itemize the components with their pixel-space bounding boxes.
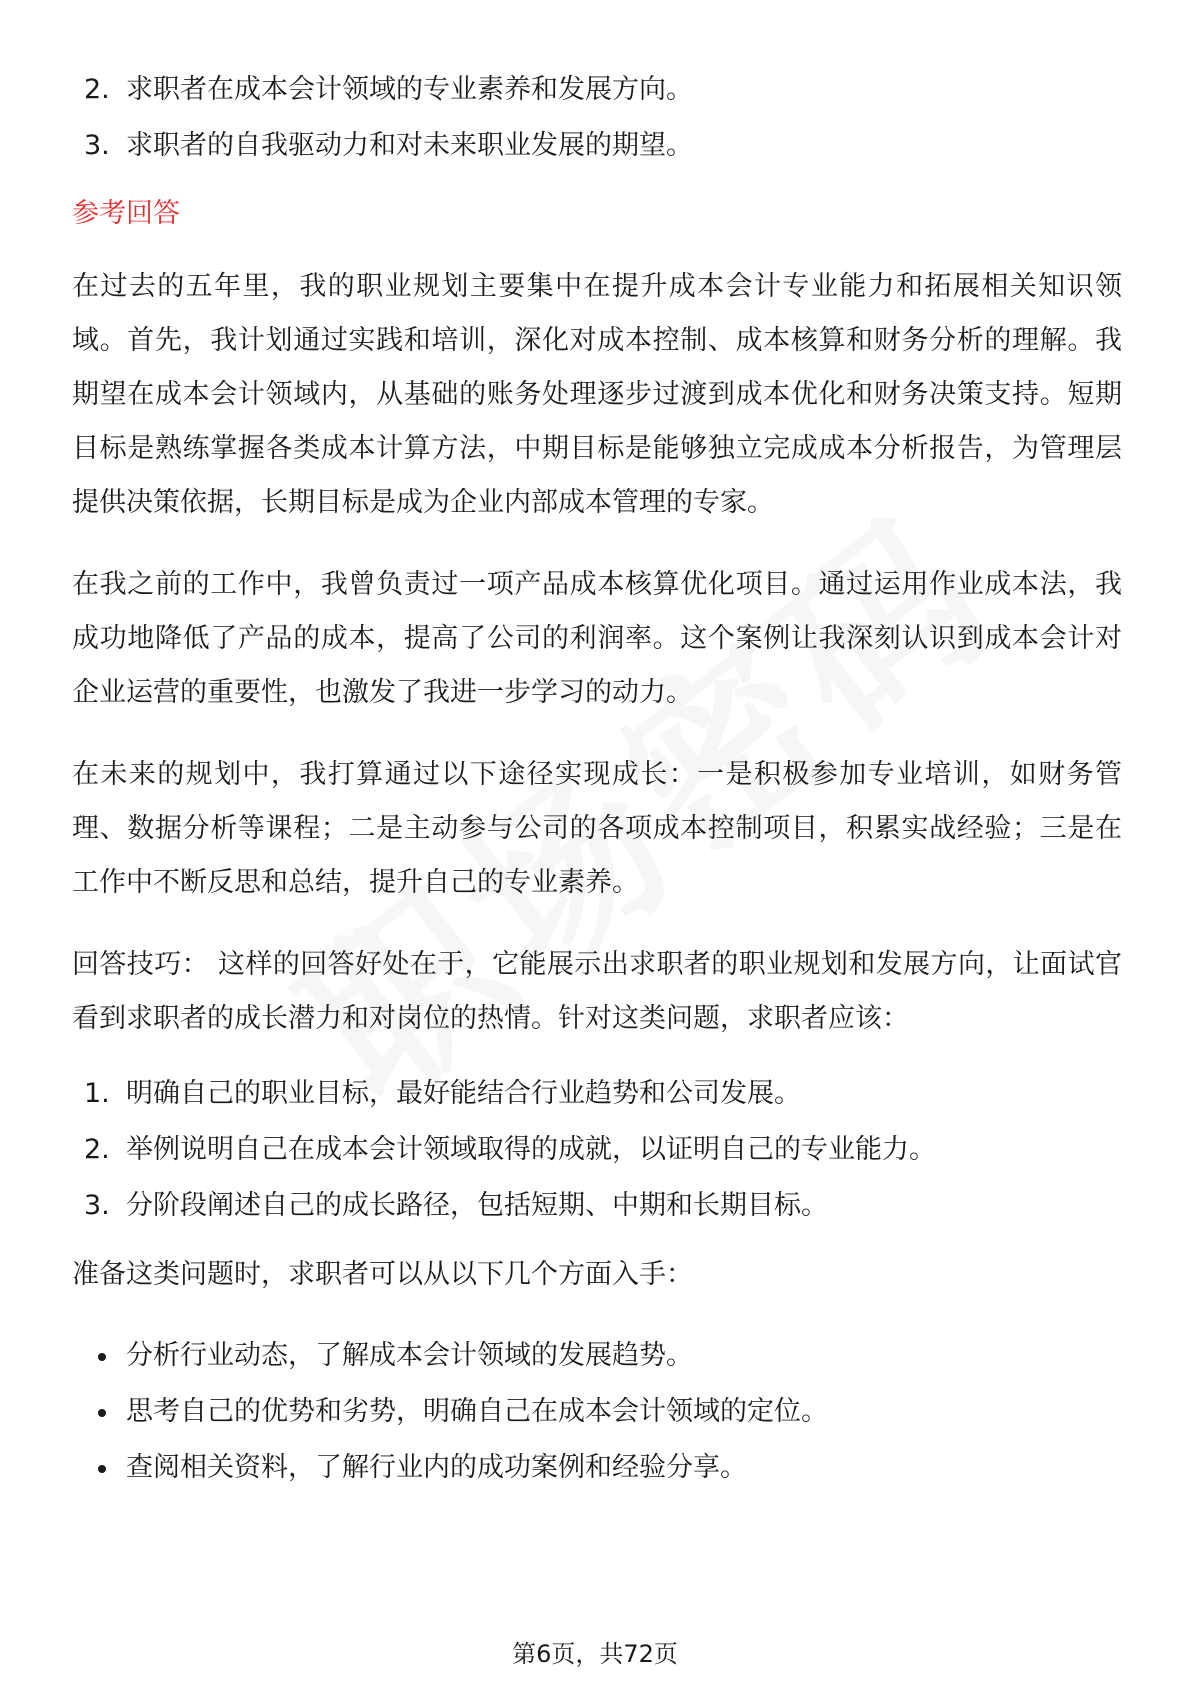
- tips-list: [72, 1074, 1122, 1226]
- tips-paragraph: 回答技巧： 这样的回答好处在于，它能展示出求职者的职业规划和发展方向，让面试官看到求职者的成长潜力和对岗位的热情。针对这类问题，求职者应该：: [72, 949, 1122, 1034]
- list-item-text: 分阶段阐述自己的成长路径，包括短期、中期和长期目标。: [126, 1190, 828, 1221]
- list-number: 1.: [84, 1078, 110, 1109]
- section-title: 参考回答: [72, 198, 180, 229]
- bullet-icon: [98, 1353, 106, 1361]
- list-item-text: 分析行业动态，了解成本会计领域的发展趋势。: [126, 1340, 693, 1371]
- question-points-list: [72, 70, 1122, 166]
- list-item-text: 求职者的自我驱动力和对未来职业发展的期望。: [126, 130, 693, 161]
- list-item: [72, 1448, 1122, 1488]
- list-number: 3.: [84, 130, 110, 161]
- list-item: [72, 1392, 1122, 1432]
- answer-paragraph: 在我之前的工作中，我曾负责过一项产品成本核算优化项目。通过运用作业成本法，我成功地降低了产品的成本，提高了公司的利润率。这个案例让我深刻认识到成本会计对企业运营的重要性，也激发了我进一步学习的动力。: [72, 569, 1122, 708]
- answer-paragraph: 在过去的五年里，我的职业规划主要集中在提升成本会计专业能力和拓展相关知识领域。首先，我计划通过实践和培训，深化对成本控制、成本核算和财务分析的理解。我期望在成本会计领域内，从基础的账务处理逐步过渡到成本优化和财务决策支持。短期目标是熟练掌握各类成本计算方法，中期目标是能够独立完成成本分析报告，为管理层提供决策依据，长期目标是成为企业内部成本管理的专家。: [72, 271, 1122, 518]
- list-item-text: 查阅相关资料，了解行业内的成功案例和经验分享。: [126, 1452, 747, 1483]
- list-item-text: 思考自己的优势和劣势，明确自己在成本会计领域的定位。: [126, 1396, 828, 1427]
- bullet-icon: [98, 1465, 106, 1473]
- list-number: 2.: [84, 1134, 110, 1165]
- list-item-text: 明确自己的职业目标，最好能结合行业趋势和公司发展。: [126, 1078, 801, 1109]
- bullet-icon: [98, 1409, 106, 1417]
- list-item: [72, 126, 1122, 166]
- list-item: [72, 1336, 1122, 1376]
- list-number: 2.: [84, 74, 110, 105]
- list-item-text: 求职者在成本会计领域的专业素养和发展方向。: [126, 74, 693, 105]
- list-item: [72, 1074, 1122, 1114]
- page-footer: 第6页，共72页: [512, 1640, 678, 1668]
- prep-intro: 准备这类问题时，求职者可以从以下几个方面入手：: [72, 1259, 693, 1290]
- answer-paragraph: 在未来的规划中，我打算通过以下途径实现成长：一是积极参加专业培训，如财务管理、数据分析等课程；二是主动参与公司的各项成本控制项目，积累实战经验；三是在工作中不断反思和总结，提升自己的专业素养。: [72, 759, 1122, 898]
- list-item: [72, 70, 1122, 110]
- list-item: [72, 1130, 1122, 1170]
- prep-list: [72, 1336, 1122, 1488]
- list-item: [72, 1186, 1122, 1226]
- list-number: 3.: [84, 1190, 110, 1221]
- page-content: [72, 70, 1122, 1504]
- list-item-text: 举例说明自己在成本会计领域取得的成就，以证明自己的专业能力。: [126, 1134, 936, 1165]
